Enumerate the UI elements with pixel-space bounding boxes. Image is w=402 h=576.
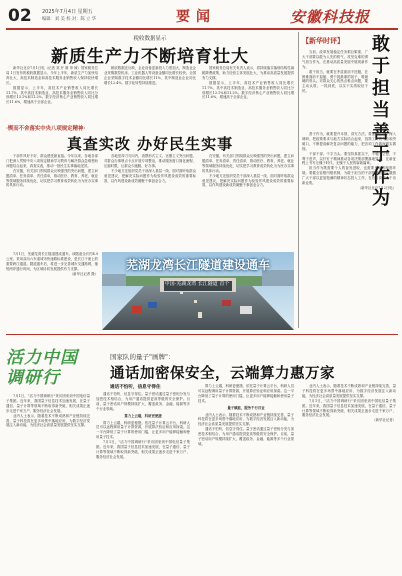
paragraph: 通话不怕听，信息守得住。量子密话通过量子密钥分发与加密技术相结合，为用户通话提供更高等级的安全保护。目前，量子密话用户规模持续扩大，覆盖政务、金融、能源等多个行业领域。 <box>198 427 294 446</box>
article-tax-col2 <box>104 66 196 120</box>
paragraph: 敢于担当，就要在矛盾面前不回避、在困难面前不退缩，勇于挑最重的担子、啃最硬的骨头。对群众关心的热点难点问题，要主动认领、一抓到底，以实干实绩取信于民。 <box>302 69 368 94</box>
paragraph: 7月1日，"活力中国调研行"采访团来到中国电信量子集团。近年来，我国量子信息技术加速发展，在量子通信、量子计算等领域不断取得新突破，相关成果正逐步走进千家万户，服务经济社会发展。 <box>96 440 190 459</box>
issue-date: 2025年7月4日 星期五 <box>42 9 93 15</box>
paragraph: 当前，改革发展稳定任务艰巨繁重，广大干部要以敢为人先的锐气、攻坚克难的勇气担当作为，在推动高质量发展中展现新作为。 <box>302 50 368 69</box>
paragraph: 7月1日，芜湖龙湾长江隧道建成通车。该隧道全长约4.9公里，采用双向六车道城市快速路标准建设，是长江干流上的重要跨江通道。隧道通车后，将进一步完善城市交通路网，缩短两岸通行时间，为区域协同发展提供有力支撑。 <box>6 252 98 271</box>
photo-credit: （新华社记者 摄） <box>69 271 98 276</box>
paragraph: 不少地方还组织党员干部深入基层一线，面对面听取群众意见建议，把解决实际问题作为检验作风建设成效的重要标准，以作风建设新成效凝聚干事创业合力。 <box>104 168 196 183</box>
paragraph: 数据显示，上半年，高技术产业销售收入同比增长11.7%，其中高技术制造业、高技术服务业销售收入同比分别增长13.1%和11.2%。数字经济核心产业销售收入同比增长11.6%，增速高于全部企业。 <box>6 85 98 105</box>
paragraph: 在安徽，有关部门围绕群众反映强烈的突出问题，建立问题清单、任务清单、责任清单，推动医疗、教育、养老、就业等领域服务持续优化，切实把学习教育成效转化为为民办实事的具体行动。 <box>6 168 98 188</box>
paragraph: 通话不怕听，信息守得住。量子密话通过量子密钥分发与加密技术相结合，为用户通话提供更高等级的安全保护。目前，量子密话用户规模持续扩大，覆盖政务、金融、能源等多个行业领域。 <box>96 392 190 411</box>
article-conduct-kicker: ·锲而不舍落实中央八项规定精神· <box>6 126 86 132</box>
photo-caption <box>6 252 98 322</box>
article-quantum-sub3: 量子赋能，服务千行百业 <box>227 405 265 410</box>
article-quantum-col1 <box>96 392 190 570</box>
article-conduct-col2 <box>104 154 196 248</box>
article-tax-col1 <box>6 66 98 120</box>
article-quantum-kicker: 国家队的量子"画牌"： <box>110 353 175 361</box>
paragraph: 算力上云端，科研更便捷。依托量子计算云平台，科研人员可以远程调用量子计算资源，开展算法验证和应用探索。这一平台降低了量子计算的使用门槛，让更多用户能够接触和使用量子技术。 <box>96 420 190 440</box>
article-quantum-col0 <box>6 394 90 570</box>
paragraph: 业内人士表示，随着技术不断成熟和产业链持续完善，量子科技将在更多场景中落地应用，为数字经济发展注入新动能，为经济社会高质量发展提供坚实支撑。 <box>198 412 294 427</box>
paragraph: 担当作为既需要个人的奋发进取，也需要良好的制度环境。要健全容错纠错机制，为敢于担当的干部撑腰鼓劲，激励广大干部以更加饱满的精神状态投入工作，在各自岗位上干出新业绩。 <box>302 166 396 186</box>
series-logo: 活力中国调研行 <box>6 348 78 388</box>
paragraph: 7月1日，"活力中国调研行"采访团来到中国电信量子集团。近年来，我国量子信息技术加速发展，在量子通信、量子计算等领域不断取得新突破，相关成果正逐步走进千家万户，服务经济社会发展。 <box>6 394 90 413</box>
article-quantum-col2 <box>198 384 294 570</box>
newspaper-logo: 安徽科技报 <box>290 8 371 26</box>
paragraph: 各地坚持刀刃向内，查摆形式主义、官僚主义突出问题，对群众办事堵点卡点开展专项整治，推动服务窗口简化流程、压缩时限，让群众少跑腿、好办事。 <box>104 154 196 168</box>
article-conduct-headline: 真查实改 办好民生实事 <box>66 135 234 153</box>
paragraph: 税收数据还反映，企业设备更新投入力度加大，制造业企业采购数控机床、工业机器人等设备金额同比增长较快。全国企业采购数字技术金额同比增长11%，其中制造业企业同比增长12.4%，数字化转型持续推进。 <box>104 66 196 85</box>
masthead-rule <box>6 28 398 30</box>
article-quantum-col3 <box>302 384 396 570</box>
commentary-body <box>302 132 396 322</box>
paragraph: 业内人士表示，随着技术不断成熟和产业链持续完善，量子科技将在更多场景中落地应用，为数字经济发展注入新动能，为经济社会高质量发展提供坚实支撑。 <box>302 384 396 398</box>
photo-subcaption: 中国·芜湖龙湾 长江隧道 首个 <box>164 281 230 287</box>
paragraph: 干部干部，干字当头。要坚持真抓实干，不驰于空想、不骛于虚声，以钉钉子精神推动各项决策部署落地见效，在新征程上书写无愧于时代、无愧于人民的崭新篇章。 <box>302 151 396 166</box>
tunnel-photo <box>102 252 294 330</box>
paragraph: 善于作为，就要提升本领、讲究方法。要加强学习、深入调研，把政策要求与地方实际结合起来，找准工作切入点和突破口，不断提高解决复杂问题的能力，把各项工作做深做实做细。 <box>302 132 396 151</box>
section-title: 要闻 <box>176 9 216 25</box>
article-tax-kicker: 税收数据显示 <box>133 36 167 42</box>
column-divider <box>298 32 299 328</box>
commentary-tag: 【新华时评】 <box>302 36 344 45</box>
article-conduct-col1 <box>6 154 98 248</box>
photo-caption-title: 芜湖龙湾长江隧道建设通车 <box>125 258 270 272</box>
page-number: 02 <box>8 6 32 26</box>
article-quantum-sub2: 算力上云端，科研更便捷 <box>124 413 162 418</box>
paragraph: 7月1日，"活力中国调研行"采访团来到中国电信量子集团。近年来，我国量子信息技术加速发展，在量子通信、量子计算等领域不断取得新突破，相关成果正逐步走进千家万户，服务经济社会发展。 <box>302 398 396 418</box>
paragraph: 算力上云端，科研更便捷。依托量子计算云平台，科研人员可以远程调用量子计算资源，开展算法验证和应用探索。这一平台降低了量子计算的使用门槛，让更多用户能够接触和使用量子技术。 <box>198 384 294 403</box>
paragraph: 干部作风好不好，群众感受最直接。今年以来，各地各部门把深入贯彻中央八项规定精神学习教育与解决群众急难愁盼问题结合起来，真查实改，推动一批民生实事落地见效。 <box>6 154 98 168</box>
article-tax-headline: 新质生产力不断培育壮大 <box>51 47 249 67</box>
paragraph: 国家税务总局有关负责人表示，将持续落实落细结构性减税降费政策，助力经营主体发展壮大，为推动高质量发展提供有力支撑。 <box>202 66 294 80</box>
masthead <box>0 0 402 30</box>
article-conduct-col3 <box>202 154 294 248</box>
section-divider <box>6 334 398 335</box>
paragraph: 在安徽，有关部门围绕群众反映强烈的突出问题，建立问题清单、任务清单、责任清单，推动医疗、教育、养老、就业等领域服务持续优化，切实把学习教育成效转化为为民办实事的具体行动。 <box>202 154 294 173</box>
paragraph: 业内人士表示，随着技术不断成熟和产业链持续完善，量子科技将在更多场景中落地应用，为数字经济发展注入新动能，为经济社会高质量发展提供坚实支撑。 <box>6 413 90 428</box>
article-quantum-headline: 通话加密保安全，云端算力惠万家 <box>110 365 335 382</box>
paragraph: 新华社北京7月1日电（记者 刘 开 雄 申 铖）国家税务总局 1日发布的税收数据显示，今年上半年，新质生产力加快培育壮大，高技术制造业和高技术服务业销售收入保持较快增长。 <box>6 66 98 85</box>
commentary-credit: （新华社北京7月2日电） <box>357 185 396 190</box>
paragraph: 数据显示，上半年，高技术产业销售收入同比增长11.7%，其中高技术制造业、高技术服务业销售收入同比分别增长13.1%和11.2%。数字经济核心产业销售收入同比增长11.6%，增速高于全部企业。 <box>202 80 294 100</box>
article-tax-col3 <box>202 66 294 120</box>
article-quantum-credit: （新华社记者） <box>372 418 396 423</box>
paragraph: 不少地方还组织党员干部深入基层一线，面对面听取群众意见建议，把解决实际问题作为检验作风建设成效的重要标准，以作风建设新成效凝聚干事创业合力。 <box>202 173 294 188</box>
commentary-body-top <box>302 50 368 128</box>
article-quantum-sub1: 通话不怕听，信息守得住 <box>110 385 161 390</box>
editor-line: 编辑：刘 美 校 对：陈 立 华 <box>42 17 97 22</box>
commentary-headline: 敢于担当 善于作为 <box>372 34 390 209</box>
